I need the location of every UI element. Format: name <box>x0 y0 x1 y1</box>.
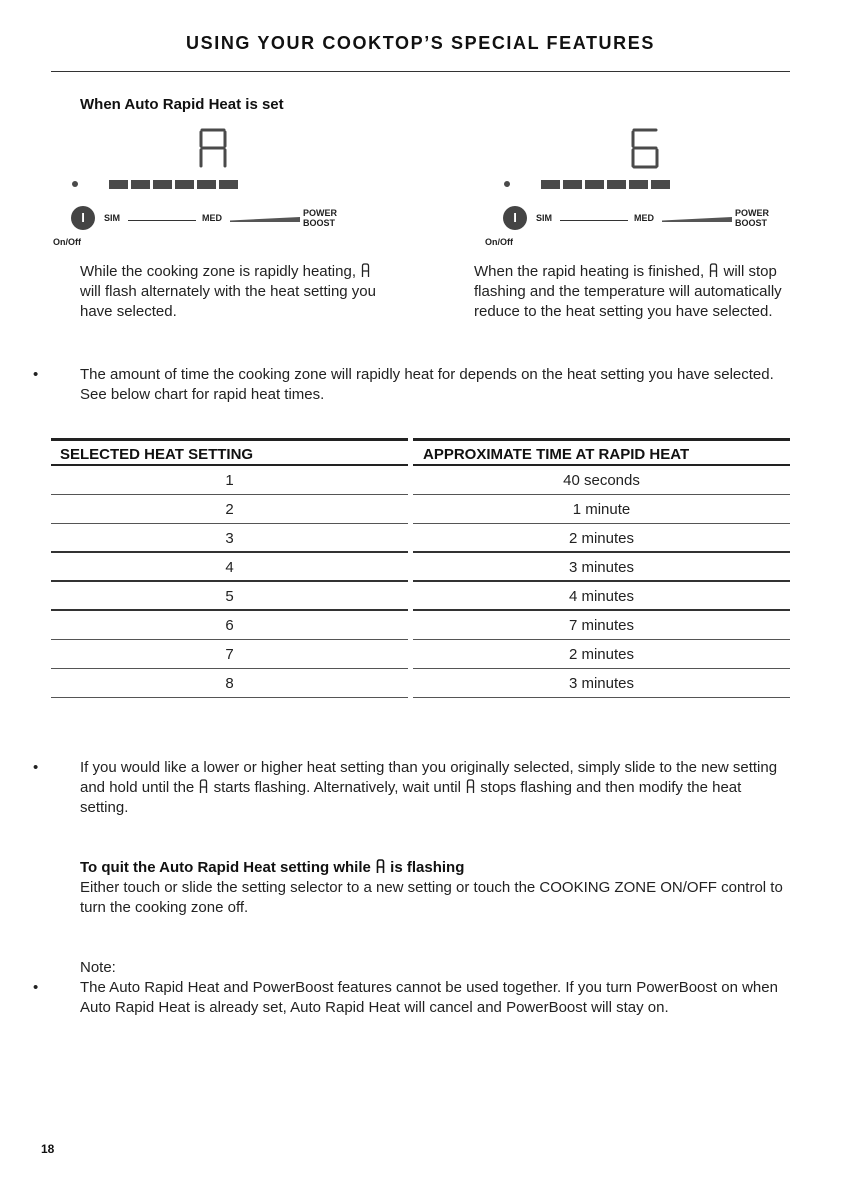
heat-bar <box>629 180 648 189</box>
control-panel-finished <box>485 124 798 247</box>
on-off-label: On/Off <box>485 237 513 247</box>
section-subhead: When Auto Rapid Heat is set <box>80 96 284 113</box>
title-rule <box>51 71 790 72</box>
segment-a-icon <box>361 263 370 278</box>
heat-bar <box>607 180 626 189</box>
slider-label-med: MED <box>634 213 654 223</box>
slider-label-power-boost: POWER BOOST <box>735 208 770 228</box>
bullet-text: If you would like a lower or higher heat setting than you originally selected, simply slide to the new setting and hold until the starts flashing. Alternatively, wait until stops flashing and then modify the heat setting. <box>80 759 778 816</box>
table-cell-time: 4 minutes <box>413 582 790 611</box>
heat-level-bars <box>109 180 238 189</box>
table-header-setting: SELECTED HEAT SETTING <box>51 438 408 466</box>
page-title: USING YOUR COOKTOP’S SPECIAL FEATURES <box>186 33 655 53</box>
indicator-dot <box>72 181 78 187</box>
control-panel-heating <box>53 124 366 247</box>
power-button: I <box>71 206 95 230</box>
quit-body: Either touch or slide the setting selector to a new setting or touch the COOKING ZONE ON/OFF control to turn the cooking zone off. <box>80 879 783 916</box>
slider-track-wedge <box>662 217 732 222</box>
heat-bar <box>651 180 670 189</box>
caption-heating: While the cooking zone is rapidly heating, will flash alternately with the heat setting you have selected. <box>80 263 376 320</box>
bullet-dot: • <box>33 979 39 996</box>
heat-slider <box>104 208 340 234</box>
table-cell-setting: 7 <box>51 640 408 669</box>
heat-bar <box>585 180 604 189</box>
heat-bar <box>153 180 172 189</box>
slider-label-med: MED <box>202 213 222 223</box>
segment-a-icon <box>376 859 385 874</box>
heat-level-bars <box>541 180 670 189</box>
table-cell-setting: 1 <box>51 466 408 495</box>
slider-track-wedge <box>230 217 300 222</box>
slider-label-power-boost: POWER BOOST <box>303 208 338 228</box>
slider-label-sim: SIM <box>104 213 121 223</box>
table-cell-time: 2 minutes <box>413 640 790 669</box>
bullet-text: The amount of time the cooking zone will rapidly heat for depends on the heat setting you have selected. See below chart for rapid heat times. <box>80 366 774 403</box>
caption-finished: When the rapid heating is finished, will stop flashing and the temperature will automatically reduce to the heat setting you have selected. <box>474 263 782 320</box>
table-cell-setting: 5 <box>51 582 408 611</box>
heat-bar <box>563 180 582 189</box>
segment-a-icon <box>199 779 208 794</box>
indicator-dot <box>504 181 510 187</box>
on-off-label: On/Off <box>53 237 81 247</box>
table-cell-setting: 3 <box>51 524 408 553</box>
seven-segment-display <box>194 126 234 170</box>
bullet-dot: • <box>33 759 39 776</box>
table-cell-setting: 6 <box>51 611 408 640</box>
table-cell-time: 2 minutes <box>413 524 790 553</box>
table-cell-setting: 2 <box>51 495 408 524</box>
table-column-setting <box>51 438 408 698</box>
table-cell-time: 7 minutes <box>413 611 790 640</box>
quit-instructions <box>80 858 790 918</box>
seven-segment-display <box>626 126 666 170</box>
page-number: 18 <box>41 1142 55 1156</box>
heat-bar <box>109 180 128 189</box>
quit-title: To quit the Auto Rapid Heat setting while is flashing <box>80 859 465 876</box>
slider-track-line <box>128 220 196 221</box>
table-cell-time: 3 minutes <box>413 669 790 698</box>
table-cell-time: 40 seconds <box>413 466 790 495</box>
heat-bar <box>219 180 238 189</box>
table-cell-setting: 8 <box>51 669 408 698</box>
slider-label-sim: SIM <box>536 213 553 223</box>
bullet-text: The Auto Rapid Heat and PowerBoost features cannot be used together. If you turn PowerBoost on when Auto Rapid Heat is already set, Auto Rapid Heat will cancel and PowerBoost will stay on. <box>80 979 778 1016</box>
slider-track-line <box>560 220 628 221</box>
segment-a-icon <box>709 263 718 278</box>
heat-bar <box>175 180 194 189</box>
bullet-dot: • <box>33 366 39 383</box>
heat-bar <box>541 180 560 189</box>
table-column-time <box>413 438 790 698</box>
table-cell-setting: 4 <box>51 553 408 582</box>
heat-bar <box>197 180 216 189</box>
power-button: I <box>503 206 527 230</box>
table-cell-time: 1 minute <box>413 495 790 524</box>
table-cell-time: 3 minutes <box>413 553 790 582</box>
heat-bar <box>131 180 150 189</box>
table-header-time: APPROXIMATE TIME AT RAPID HEAT <box>413 438 790 466</box>
segment-a-icon <box>466 779 475 794</box>
heat-slider <box>536 208 772 234</box>
note-label: Note: <box>80 959 116 976</box>
